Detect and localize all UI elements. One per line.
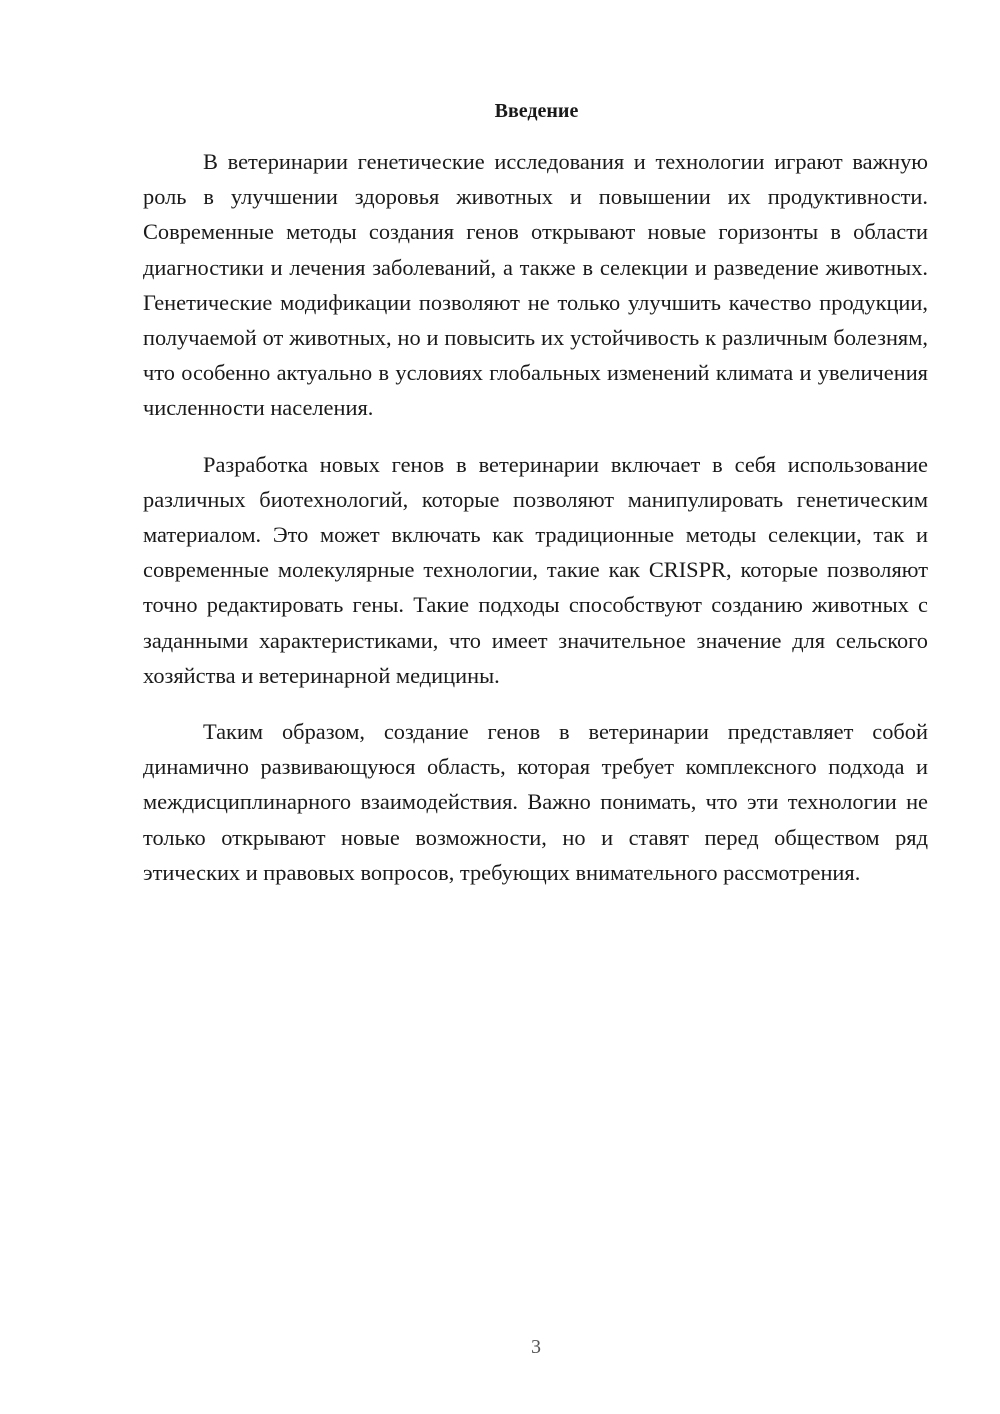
- page-number: 3: [531, 1336, 541, 1358]
- page-title: Введение: [494, 100, 579, 122]
- page-content: [143, 96, 928, 890]
- paragraph-1: В ветеринарии генетические исследования и технологии играют важную роль в улучшении здоровья животных и повышении их продуктивности. Современные методы создания генов открывают новые горизонты в области диагностики и лечения заболеваний, а также в селекции и разведение животных. Генетические модификации позволяют не только улучшить качество продукции, получаемой от животных, но и повысить их устойчивость к различным болезням, что особенно актуально в условиях глобальных изменений климата и увеличения численности населения.: [143, 149, 928, 421]
- paragraph-2: Разработка новых генов в ветеринарии включает в себя использование различных биотехнологий, которые позволяют манипулировать генетическим материалом. Это может включать как традиционные методы селекции, так и современные молекулярные технологии, такие как CRISPR, которые позволяют точно редактировать гены. Такие подходы способствуют созданию животных с заданными характеристиками, что имеет значительное значение для сельского хозяйства и ветеринарной медицины.: [143, 451, 928, 688]
- paragraph-3: Таким образом, создание генов в ветеринарии представляет собой динамично развивающуюся область, которая требует комплексного подхода и междисциплинарного взаимодействия. Важно понимать, что эти технологии не только открывают новые возможности, но и ставят перед обществом ряд этических и правовых вопросов, требующих внимательного рассмотрения.: [143, 719, 928, 885]
